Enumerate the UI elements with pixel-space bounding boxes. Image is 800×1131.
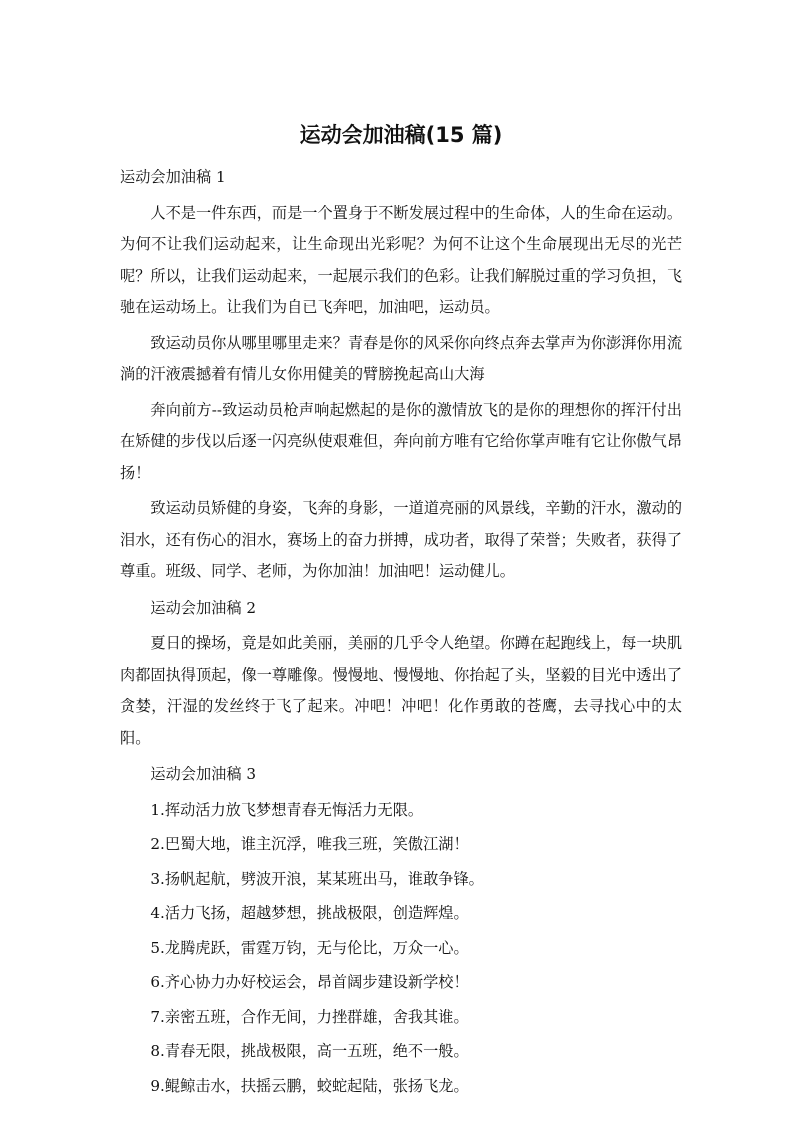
list-item: 6.齐心协力办好校运会，昂首阔步建设新学校！ <box>150 973 469 991</box>
list-item: 4.活力飞扬，超越梦想，挑战极限，创造辉煌。 <box>150 904 469 922</box>
paragraph: 致运动员矫健的身姿，飞奔的身影，一道道亮丽的风景线，辛勤的汗水，激动的泪水，还有伤心的泪水，赛场上的奋力拼搏，成功者，取得了荣誉；失败者，获得了尊重。班级、同学、老师，为你加油！加油吧！运动健儿。 <box>120 499 682 580</box>
list-item: 9.鲲鲸击水，扶摇云鹏，蛟蛇起陆，张扬飞龙。 <box>150 1076 469 1095</box>
list-item: 2.巴蜀大地，谁主沉浮，唯我三班，笑傲江湖！ <box>150 835 469 853</box>
list-item: 7.亲密五班，合作无间，力挫群雄，舍我其谁。 <box>150 1007 469 1026</box>
list-item: 1.挥动活力放飞梦想青春无悔活力无限。 <box>150 800 424 819</box>
paragraph: 人不是一件东西，而是一个置身于不断发展过程中的生命体，人的生命在运动。为何不让我们运动起来，让生命现出光彩呢？为何不让这个生命展现出无尽的光芒呢？所以，让我们运动起来，一起展示我们的色彩。让我们解脱过重的学习负担，飞驰在运动场上。让我们为自已飞奔吧，加油吧，运动员。 <box>120 203 682 316</box>
section-heading-3: 运动会加油稿 3 <box>150 765 257 783</box>
paragraph: 奔向前方--致运动员枪声响起燃起的是你的激情放飞的是你的理想你的挥汗付出在矫健的步伐以后逐一闪亮纵使艰难但，奔向前方唯有它给你掌声唯有它让你傲气昂扬！ <box>120 400 682 482</box>
paragraph: 致运动员你从哪里哪里走来？青春是你的风采你向终点奔去掌声为你澎湃你用流淌的汗液震撼着有情儿女你用健美的臂膀挽起高山大海 <box>120 333 682 383</box>
list-item: 3.扬帆起航，劈波开浪，某某班出马，谁敢争锋。 <box>150 869 484 888</box>
document-title: 运动会加油稿(15 篇) <box>299 123 503 147</box>
section-heading-2: 运动会加油稿 2 <box>150 598 257 617</box>
paragraph: 夏日的操场，竟是如此美丽，美丽的几乎令人绝望。你蹲在起跑线上，每一块肌肉都固执得顶起，像一尊雕像。慢慢地、慢慢地、你抬起了头，坚毅的目光中透出了贪婪，汗湿的发丝终于飞了起来。冲吧！冲吧！化作勇敢的苍鹰，去寻找心中的太阳。 <box>120 634 682 747</box>
slogan-list <box>120 795 682 1103</box>
list-item: 5.龙腾虎跃，雷霆万钧，无与伦比，万众一心。 <box>150 938 469 957</box>
list-item: 8.青春无限，挑战极限，高一五班，绝不一般。 <box>150 1042 469 1060</box>
section-heading-1: 运动会加油稿 1 <box>120 168 226 186</box>
